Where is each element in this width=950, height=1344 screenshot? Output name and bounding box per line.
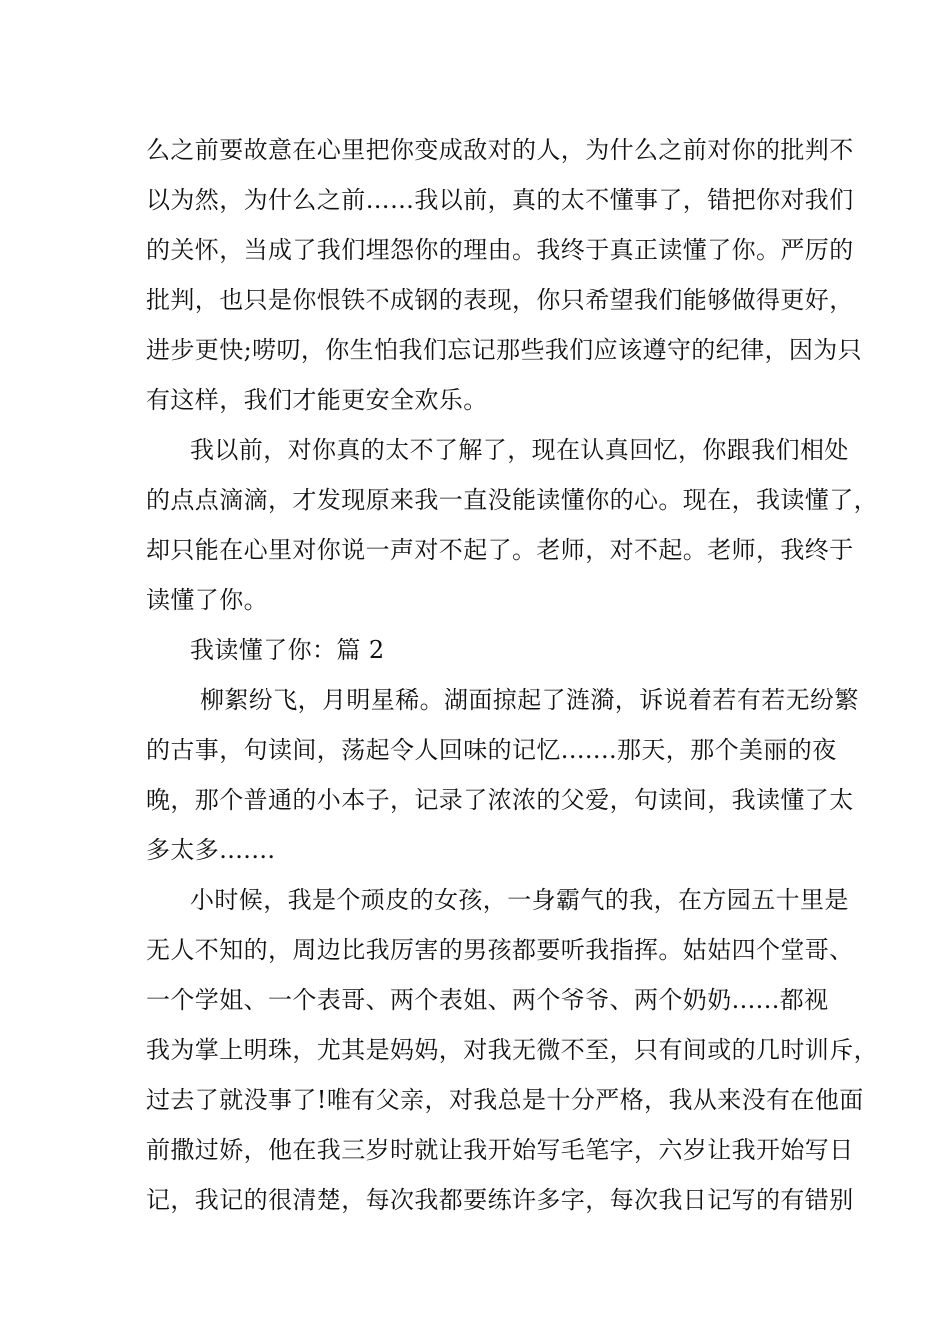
body-text-line: 的点点滴滴，才发现原来我一直没能读懂你的心。现在，我读懂了，: [146, 486, 878, 514]
body-text-line: 批判，也只是你恨铁不成钢的表现，你只希望我们能够做得更好，: [146, 286, 854, 314]
body-text-line: 么之前要故意在心里把你变成敌对的人，为什么之前对你的批判不: [146, 136, 854, 164]
body-text-line: 多太多.......: [146, 836, 276, 864]
body-text-line: 小时候，我是个顽皮的女孩，一身霸气的我，在方园五十里是: [190, 886, 849, 914]
body-text-line: 我为掌上明珠，尤其是妈妈，对我无微不至，只有间或的几时训斥，: [146, 1036, 878, 1064]
body-text-line: 读懂了你。: [146, 586, 268, 614]
body-text-line: 过去了就没事了!唯有父亲，对我总是十分严格，我从来没有在他面: [146, 1086, 864, 1114]
body-text-line: 记，我记的很清楚，每次我都要练许多字，每次我日记写的有错别: [146, 1186, 854, 1214]
body-text-line: 前撒过娇，他在我三岁时就让我开始写毛笔字，六岁让我开始写日: [146, 1136, 854, 1164]
body-text-line: 却只能在心里对你说一声对不起了。老师，对不起。老师，我终于: [146, 536, 854, 564]
body-text-line: 晚，那个普通的小本子，记录了浓浓的父爱，句读间，我读懂了太: [146, 786, 854, 814]
body-text-line: 无人不知的，周边比我厉害的男孩都要听我指挥。姑姑四个堂哥、: [146, 936, 854, 964]
body-text-line: 我以前，对你真的太不了解了，现在认真回忆，你跟我们相处: [190, 436, 849, 464]
body-text-line: 一个学姐、一个表哥、两个表姐、两个爷爷、两个奶奶......都视: [146, 986, 829, 1014]
body-text-line: 以为然，为什么之前……我以前，真的太不懂事了，错把你对我们: [146, 186, 854, 214]
body-text-line: 柳絮纷飞，月明星稀。湖面掠起了涟漪，诉说着若有若无纷繁: [200, 686, 859, 714]
body-text-line: 的关怀，当成了我们埋怨你的理由。我终于真正读懂了你。严厉的: [146, 236, 854, 264]
section-heading: 我读懂了你：篇 2: [190, 636, 385, 664]
body-text-line: 进步更快;唠叨，你生怕我们忘记那些我们应该遵守的纪律，因为只: [146, 336, 863, 364]
body-text-line: 的古事，句读间，荡起令人回味的记忆.......那天，那个美丽的夜: [146, 736, 837, 764]
body-text-line: 有这样，我们才能更安全欢乐。: [146, 386, 488, 414]
